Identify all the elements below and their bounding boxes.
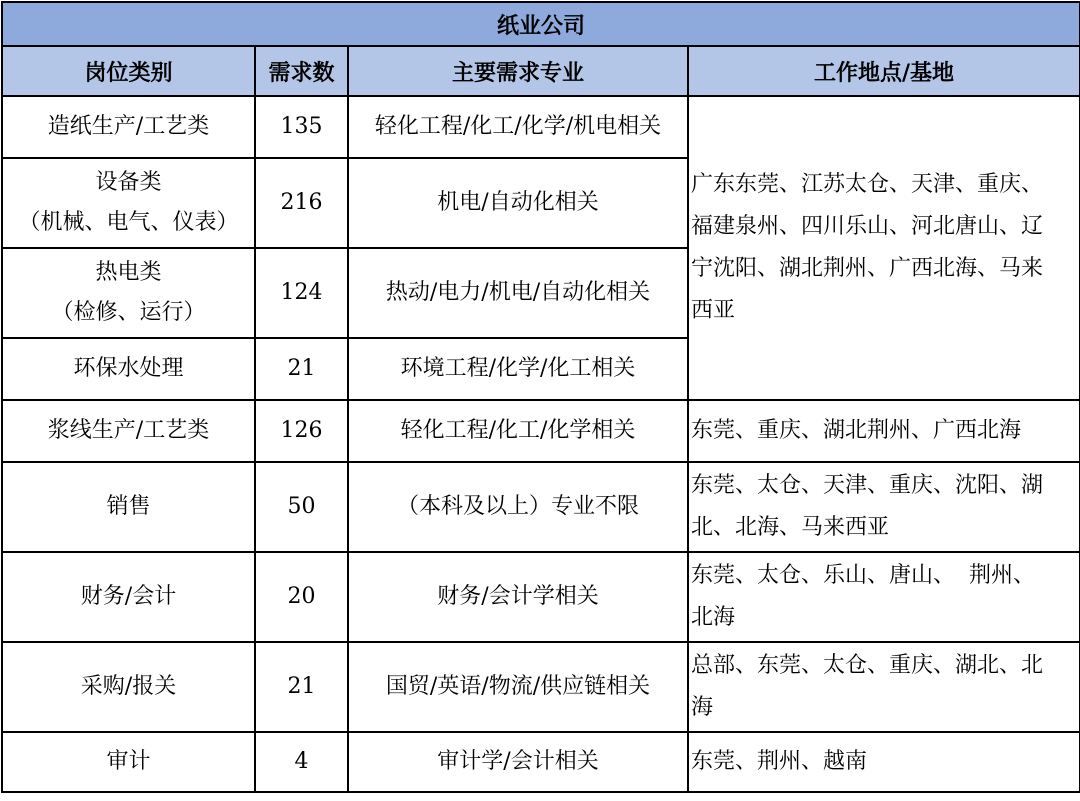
category-line: 采购/报关 bbox=[80, 674, 177, 699]
header-category: 岗位类别 bbox=[2, 46, 255, 96]
header-count: 需求数 bbox=[255, 46, 348, 96]
location-cell bbox=[688, 732, 1080, 792]
category-line: 财务/会计 bbox=[80, 584, 177, 609]
category-line: 设备类 bbox=[95, 170, 162, 195]
count-cell: 124 bbox=[255, 248, 348, 338]
category-line: 浆线生产/工艺类 bbox=[47, 418, 210, 443]
category-line: 审计 bbox=[106, 749, 151, 774]
table-row bbox=[2, 552, 1080, 642]
count-cell: 20 bbox=[255, 552, 348, 642]
major-cell: 环境工程/化学/化工相关 bbox=[348, 338, 688, 400]
major-cell: 轻化工程/化工/化学相关 bbox=[348, 400, 688, 462]
location-line: 东莞、荆州、越南 bbox=[691, 749, 868, 774]
count-cell: 126 bbox=[255, 400, 348, 462]
table-row bbox=[2, 732, 1080, 792]
table-row bbox=[2, 462, 1080, 552]
count-cell: 50 bbox=[255, 462, 348, 552]
location-cell-merged bbox=[688, 96, 1080, 400]
category-cell bbox=[2, 732, 255, 792]
category-cell bbox=[2, 158, 255, 248]
location-cell bbox=[688, 462, 1080, 552]
header-location: 工作地点/基地 bbox=[688, 46, 1080, 96]
location-line: 广东东莞、江苏太仓、天津、重庆、 bbox=[691, 172, 1044, 197]
major-cell: 轻化工程/化工/化学/机电相关 bbox=[348, 96, 688, 158]
location-line: 总部、东莞、太仓、重庆、湖北、北 bbox=[691, 653, 1044, 678]
major-cell: 财务/会计学相关 bbox=[348, 552, 688, 642]
category-cell bbox=[2, 96, 255, 158]
major-cell: （本科及以上）专业不限 bbox=[348, 462, 688, 552]
major-cell: 机电/自动化相关 bbox=[348, 158, 688, 248]
category-cell bbox=[2, 248, 255, 338]
count-cell: 21 bbox=[255, 338, 348, 400]
count-cell: 216 bbox=[255, 158, 348, 248]
major-cell: 国贸/英语/物流/供应链相关 bbox=[348, 642, 688, 732]
category-cell bbox=[2, 462, 255, 552]
category-cell bbox=[2, 338, 255, 400]
location-line: 北、北海、马来西亚 bbox=[691, 515, 890, 540]
category-cell bbox=[2, 400, 255, 462]
category-line: 造纸生产/工艺类 bbox=[47, 114, 210, 139]
location-cell bbox=[688, 642, 1080, 732]
category-line: 热电类 bbox=[95, 260, 162, 285]
location-line: 海 bbox=[691, 695, 714, 720]
location-line: 宁沈阳、湖北荆州、广西北海、马来 bbox=[691, 256, 1044, 281]
location-line: 东莞、太仓、乐山、唐山、 荆州、 bbox=[691, 563, 1035, 588]
location-line: 东莞、太仓、天津、重庆、沈阳、湖 bbox=[691, 473, 1044, 498]
recruitment-table bbox=[1, 1, 1080, 793]
category-cell bbox=[2, 642, 255, 732]
category-cell bbox=[2, 552, 255, 642]
location-line: 福建泉州、四川乐山、河北唐山、辽 bbox=[691, 214, 1044, 239]
header-major: 主要需求专业 bbox=[348, 46, 688, 96]
category-subline: （检修、运行） bbox=[51, 300, 206, 325]
table-row bbox=[2, 400, 1080, 462]
major-cell: 热动/电力/机电/自动化相关 bbox=[348, 248, 688, 338]
location-cell bbox=[688, 552, 1080, 642]
count-cell: 135 bbox=[255, 96, 348, 158]
major-cell: 审计学/会计相关 bbox=[348, 732, 688, 792]
count-cell: 21 bbox=[255, 642, 348, 732]
header-row bbox=[2, 46, 1080, 96]
table-row bbox=[2, 96, 1080, 158]
category-subline: （机械、电气、仪表） bbox=[18, 210, 239, 235]
location-line: 东莞、重庆、湖北荆州、广西北海 bbox=[691, 418, 1022, 443]
location-cell bbox=[688, 400, 1080, 462]
count-cell: 4 bbox=[255, 732, 348, 792]
table-title: 纸业公司 bbox=[2, 2, 1080, 46]
title-row bbox=[2, 2, 1080, 46]
category-line: 环保水处理 bbox=[73, 356, 184, 381]
location-line: 西亚 bbox=[691, 298, 736, 323]
table-row bbox=[2, 642, 1080, 732]
location-line: 北海 bbox=[691, 605, 736, 630]
category-line: 销售 bbox=[106, 494, 151, 519]
